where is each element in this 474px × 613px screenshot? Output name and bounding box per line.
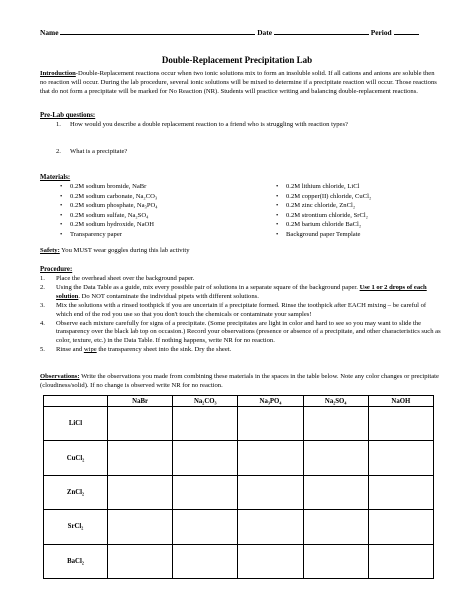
observation-cell[interactable] — [173, 407, 238, 441]
observation-cell[interactable] — [108, 441, 173, 475]
observation-cell[interactable] — [238, 544, 303, 578]
materials-list-left — [60, 182, 158, 239]
observation-cell[interactable] — [303, 475, 368, 509]
observation-cell[interactable] — [368, 475, 433, 509]
question-number: 1. — [56, 121, 61, 128]
introduction-heading: Introduction — [40, 70, 76, 77]
bullet-icon: • — [276, 202, 279, 209]
procedure-step-1: 1. Place the overhead sheet over the background paper. — [40, 275, 195, 282]
bullet-icon: • — [60, 230, 63, 238]
observation-cell[interactable] — [238, 407, 303, 441]
observation-cell[interactable] — [368, 544, 433, 578]
material-item: • Background paper Template — [276, 230, 361, 238]
materials-heading: Materials: — [40, 174, 71, 181]
material-item: • 0.2M copper(II) chloride, CuCl₂ — [276, 192, 372, 200]
observation-cell[interactable] — [173, 441, 238, 475]
table-row — [44, 510, 434, 544]
observation-cell[interactable] — [108, 510, 173, 544]
material-item: • 0.2M sodium hydroxide, NaOH — [60, 221, 155, 228]
observation-cell[interactable] — [173, 544, 238, 578]
material-item: • 0.2M sodium phosphate, Na₃PO₄ — [60, 202, 158, 209]
question-text: What is a precipitate? — [70, 148, 128, 155]
observation-cell[interactable] — [303, 544, 368, 578]
material-item: • 0.2M zinc chloride, ZnCl₂ — [276, 202, 356, 209]
bullet-icon: • — [276, 230, 279, 238]
procedure-step-2: 2. Using the Data Table as a guide, mix every possible pair of solutions in a separate square of the background paper. Use 1 or 2 drops of each solution. Do NOT contaminate the individual pipets with different solutions. — [40, 283, 427, 300]
row-header: SrCl₂ — [44, 510, 108, 544]
prelab-question-1 — [56, 121, 348, 128]
introduction-section — [40, 69, 440, 96]
bullet-icon: • — [60, 221, 63, 228]
material-item: • 0.2M barium chloride BaCl₂ — [276, 221, 362, 228]
table-corner — [44, 396, 108, 407]
column-header: NaOH — [368, 396, 433, 407]
observation-cell[interactable] — [303, 510, 368, 544]
material-item: • 0.2M sodium sulfate, Na₂SO₄ — [60, 211, 149, 219]
observation-cell[interactable] — [108, 544, 173, 578]
date-blank[interactable] — [274, 27, 369, 35]
safety-text: You MUST wear goggles during this lab activity — [59, 247, 190, 254]
material-item: • 0.2M sodium bromide, NaBr — [60, 183, 147, 190]
observation-cell[interactable] — [108, 407, 173, 441]
student-header — [40, 27, 440, 37]
materials-list-right — [276, 182, 371, 239]
period-blank[interactable] — [394, 27, 419, 35]
observation-cell[interactable] — [303, 441, 368, 475]
bullet-icon: • — [276, 221, 279, 228]
table-row — [44, 544, 434, 578]
column-header: Na₂CO₃ — [173, 396, 238, 407]
observation-cell[interactable] — [238, 475, 303, 509]
material-item: • 0.2M lithium chloride, LiCl — [276, 183, 360, 190]
question-number: 2. — [56, 148, 61, 155]
name-label: Name — [40, 28, 59, 37]
observation-cell[interactable] — [173, 510, 238, 544]
drops-emphasis: Use 1 or 2 drops of each solution — [56, 283, 427, 300]
procedure-step-3: 3. Mix the solutions with a rinsed toothpick if you are uncertain if a precipitate formed. Rinse the toothpick after EACH mixing – be careful of which end of the rod you use so that you don't touch the chemicals or contaminate your samples! — [40, 301, 427, 318]
prelab-heading: Pre-Lab questions: — [40, 112, 96, 119]
row-header: LiCl — [44, 407, 108, 441]
row-header: ZnCl₂ — [44, 475, 108, 509]
procedure-heading: Procedure: — [40, 266, 73, 273]
page-title: Double-Replacement Precipitation Lab — [161, 55, 313, 65]
wipe-emphasis: wipe — [83, 346, 97, 354]
bullet-icon: • — [276, 192, 279, 200]
row-header: BaCl₂ — [44, 544, 108, 578]
data-table — [43, 395, 434, 579]
observation-cell[interactable] — [368, 407, 433, 441]
observations-text: Write the observations you made from combining these materials in the spaces in the table below. Note any color changes or precipitate (cloudiness/solid). If no change is observed write NR for no reaction. — [40, 373, 439, 390]
question-text: How would you describe a double replacement reaction to a friend who is struggling with reaction types? — [70, 121, 348, 128]
table-row — [44, 407, 434, 441]
bullet-icon: • — [276, 183, 279, 190]
observation-cell[interactable] — [368, 441, 433, 475]
material-item: • 0.2M sodium carbonate, Na₂CO₃ — [60, 192, 158, 200]
observations-section — [40, 372, 440, 390]
name-blank[interactable] — [60, 27, 255, 35]
observation-cell[interactable] — [303, 407, 368, 441]
period-label: Period — [370, 28, 392, 37]
safety-heading: Safety: — [40, 247, 60, 254]
table-row — [44, 475, 434, 509]
prelab-question-2 — [56, 148, 127, 155]
procedure-step-4: 4. Observe each mixture carefully for signs of a precipitate. (Some precipitates are light in color and hard to see so you may want to slide the transparency over the black lab top on occasion.) Record your observations (presence or absence of a precipitate, and other characteristics such as color, texture, etc.) in the Data Table. If nothing happens, write NR for no reaction. — [40, 319, 441, 345]
column-header: Na₃PO₄ — [238, 396, 303, 407]
row-header: CuCl₂ — [44, 441, 108, 475]
introduction-text: -Double-Replacement reactions occur when two ionic solutions mix to form an insoluble solid. If all cations and anions are soluble then no reaction will occur. During the lab procedure, several ionic solutions will be mixed to determine if a precipitate reaction will occur. Those reactions that do not form a precipitate will be marked for No Reaction (NR). Students will practice writing and balancing double-replacement reactions. — [40, 70, 437, 96]
observation-cell[interactable] — [238, 441, 303, 475]
material-item: • 0.2M strontium chloride, SrCl₂ — [276, 211, 368, 219]
table-row — [44, 441, 434, 475]
column-header: Na₂SO₄ — [303, 396, 368, 407]
bullet-icon: • — [60, 211, 63, 219]
material-item: • Transparency paper — [60, 230, 122, 238]
procedure-step-5: 5. Rinse and wipe the transparency sheet into the sink. Dry the sheet. — [40, 346, 232, 354]
observation-cell[interactable] — [238, 510, 303, 544]
observation-cell[interactable] — [108, 475, 173, 509]
safety-section — [40, 246, 440, 255]
observation-cell[interactable] — [368, 510, 433, 544]
observations-heading: Observations: — [40, 373, 80, 380]
procedure-list — [40, 275, 442, 355]
bullet-icon: • — [276, 211, 279, 219]
date-label: Date — [257, 28, 272, 37]
bullet-icon: • — [60, 183, 63, 190]
bullet-icon: • — [60, 192, 63, 200]
observation-cell[interactable] — [173, 475, 238, 509]
column-header: NaBr — [108, 396, 173, 407]
table-header-row — [44, 396, 434, 407]
bullet-icon: • — [60, 202, 63, 209]
